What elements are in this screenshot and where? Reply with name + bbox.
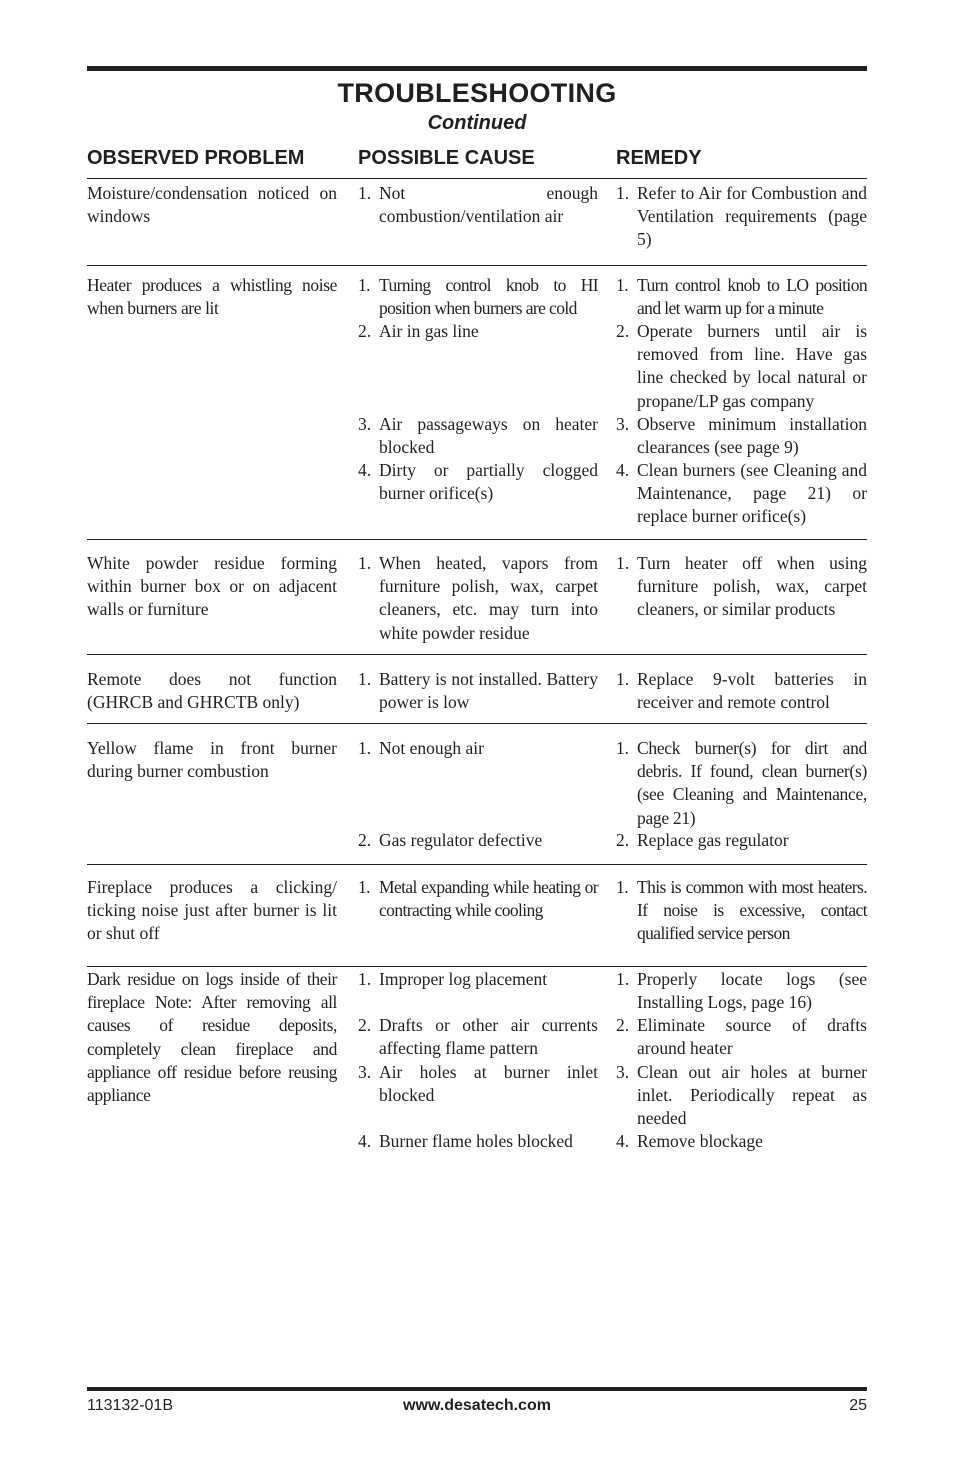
remedy-item: 1. Turn heater off when using furniture polish, wax, carpet cleaners, or similar products [616, 553, 867, 620]
cause-item: 1. When heated, vapors from furniture polish, wax, carpet cleaners, etc. may turn into white powder residue [358, 553, 598, 643]
remedy-item: 1. Turn control knob to LO position and let warm up for a minute [616, 275, 867, 319]
page-number: 25 [849, 1397, 867, 1414]
problem-cell: Remote does not function (GHRCB and GHRCTB only) [87, 669, 337, 713]
remedy-item: 2. Replace gas regulator [616, 830, 789, 850]
row-divider [87, 539, 867, 540]
bottom-rule [87, 1387, 867, 1391]
cause-item: 4. Burner flame holes blocked [358, 1131, 573, 1151]
page-title: TROUBLESHOOTING [337, 78, 617, 108]
cause-item: 4. Dirty or partially clogged burner orifice(s) [358, 460, 598, 504]
table-row [87, 876, 867, 967]
remedy-item: 2. Operate burners until air is removed from line. Have gas line checked by local natural or propane/LP gas company [616, 321, 867, 411]
cause-item: 1. Battery is not installed. Battery power is low [358, 669, 598, 713]
problem-cell: White powder residue forming within burner box or on adjacent walls or furniture [87, 553, 337, 620]
cause-item: 1. Improper log placement [358, 969, 548, 989]
remedy-item: 3. Observe minimum installation clearances (see page 9) [616, 414, 867, 458]
page-subtitle: Continued [427, 112, 527, 134]
problem-cell: Fireplace produces a clicking/ ticking noise just after burner is lit or shut off [87, 877, 337, 944]
header-possible-cause: POSSIBLE CAUSE [358, 147, 535, 169]
problem-cell: Dark residue on logs inside of their fireplace Note: After removing all causes of residue deposits, completely clean fireplace and appliance off residue before reusing appliance [87, 969, 337, 1106]
remedy-item: 1. Refer to Air for Combustion and Ventilation requirements (page 5) [616, 183, 867, 250]
remedy-item: 3. Clean out air holes at burner inlet. Periodically repeat as needed [616, 1062, 867, 1129]
row-divider [87, 864, 867, 865]
table-row [87, 274, 867, 540]
header-remedy: REMEDY [616, 147, 702, 169]
remedy-item: 2. Eliminate source of drafts around heater [616, 1015, 867, 1059]
header-rule [87, 178, 867, 179]
table-row [87, 968, 867, 1168]
row-divider [87, 966, 867, 967]
row-divider [87, 723, 867, 724]
website-link[interactable]: www.desatech.com [403, 1397, 551, 1414]
remedy-item: 1. Properly locate logs (see Installing Logs, page 16) [616, 969, 867, 1013]
table-row [87, 182, 867, 266]
header-observed-problem: OBSERVED PROBLEM [87, 147, 305, 169]
row-divider [87, 265, 867, 266]
cause-item: 1. Metal expanding while heating or contracting while cooling [358, 877, 598, 921]
remedy-item: 1. Check burner(s) for dirt and debris. If found, clean burner(s) (see Cleaning and Maintenance, page 21) [616, 738, 867, 828]
problem-cell: Heater produces a whistling noise when burners are lit [87, 275, 337, 319]
cause-item: 2. Gas regulator defective [358, 830, 543, 850]
top-rule [87, 66, 867, 71]
cause-item: 1. Turning control knob to HI position when burners are cold [358, 275, 598, 319]
remedy-item: 1. This is common with most heaters. If noise is excessive, contact qualified service person [616, 877, 867, 944]
cause-item: 3. Air holes at burner inlet blocked [358, 1062, 598, 1106]
problem-cell: Moisture/condensation noticed on windows [87, 183, 337, 227]
cause-item: 2. Air in gas line [358, 321, 479, 341]
problem-cell: Yellow flame in front burner during burner combustion [87, 738, 337, 782]
table-row [87, 737, 867, 865]
cause-item: 2. Drafts or other air currents affecting flame pattern [358, 1015, 598, 1059]
cause-item: 3. Air passageways on heater blocked [358, 414, 598, 458]
remedy-item: 4. Remove blockage [616, 1131, 763, 1151]
remedy-item: 1. Replace 9-volt batteries in receiver and remote control [616, 669, 867, 713]
remedy-item: 4. Clean burners (see Cleaning and Maintenance, page 21) or replace burner orifice(s) [616, 460, 867, 527]
doc-number: 113132-01B [87, 1397, 173, 1414]
cause-item: 1. Not enough combustion/ventilation air [358, 183, 598, 227]
table-row [87, 668, 867, 724]
row-divider [87, 654, 867, 655]
table-row [87, 552, 867, 655]
cause-item: 1. Not enough air [358, 738, 484, 758]
